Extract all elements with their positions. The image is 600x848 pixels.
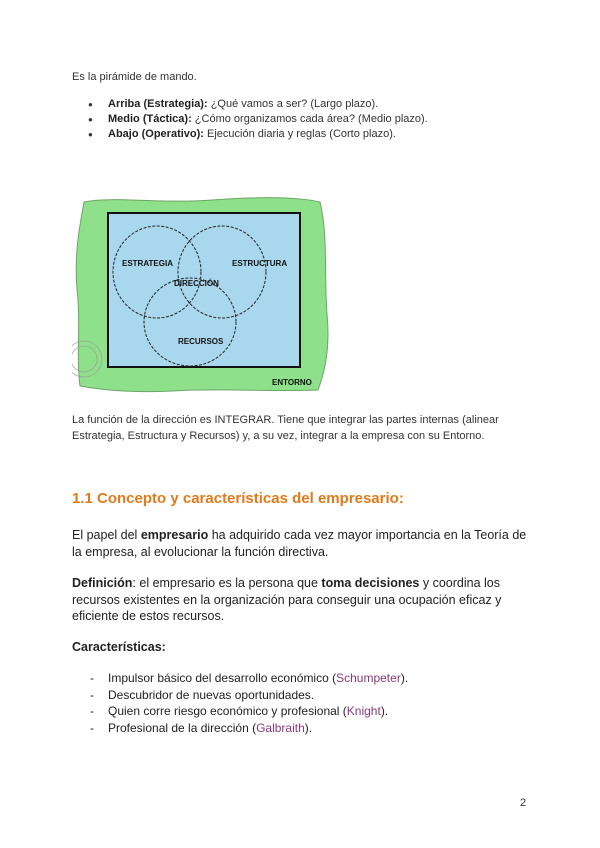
bold-text: toma decisiones <box>321 576 420 590</box>
list-item <box>72 720 532 737</box>
paragraph-empresario <box>72 527 532 560</box>
page-number: 2 <box>520 797 527 809</box>
list-item <box>72 687 532 704</box>
level-label: Medio (Táctica): <box>108 113 192 125</box>
text: ha adquirido cada vez mayor importancia en la Teoría de la empresa, al evolucionar la función directiva. <box>72 528 527 559</box>
management-diagram <box>72 194 332 394</box>
author-name: Schumpeter <box>336 671 401 685</box>
list-item <box>72 112 552 127</box>
paragraph-definicion <box>72 575 532 625</box>
text: El papel del <box>72 528 141 542</box>
recursos-label: RECURSOS <box>178 337 224 346</box>
bold-text: empresario <box>140 528 209 542</box>
direccion-label: DIRECCIÓN <box>174 279 219 288</box>
diagram-caption: La función de la dirección es INTEGRAR. Tiene que integrar las partes internas (alinear Estrategia, Estructura y Recursos) y, a su vez, integrar a la empresa con su Entorno. <box>72 414 499 442</box>
text: Profesional de la dirección ( <box>108 720 257 735</box>
list-item <box>72 670 532 687</box>
section-title: 1.1 Concepto y características del empresario: <box>72 490 404 507</box>
list-item <box>72 703 532 720</box>
level-text: ¿Cómo organizamos cada área? (Medio plazo). <box>191 113 428 125</box>
level-label: Arriba (Estrategia): <box>108 98 208 110</box>
command-pyramid-list <box>72 97 552 142</box>
level-text: Ejecución diaria y reglas (Corto plazo). <box>203 128 396 140</box>
text: Quien corre riesgo económico y profesional ( <box>108 704 347 718</box>
entorno-label: ENTORNO <box>272 378 312 387</box>
text: Descubridor de nuevas oportunidades. <box>108 687 315 702</box>
text: ). <box>400 671 409 685</box>
estructura-label: ESTRUCTURA <box>232 259 288 268</box>
author-name: Galbraith <box>256 720 305 735</box>
list-item <box>72 127 552 142</box>
list-item <box>72 97 552 112</box>
level-label: Abajo (Operativo): <box>108 128 204 140</box>
text: Impulsor básico del desarrollo económico ( <box>108 671 337 685</box>
level-text: ¿Qué vamos a ser? (Largo plazo). <box>207 98 379 110</box>
estrategia-label: ESTRATEGIA <box>122 259 173 268</box>
bold-text: Definición <box>72 576 133 590</box>
author-name: Knight <box>346 704 381 718</box>
characteristics-list <box>72 670 532 736</box>
text: y coordina los recursos existentes en la organización para conseguir una ocupación eficaz y eficiente de estos recursos. <box>72 576 502 623</box>
characteristics-heading: Características: <box>72 640 166 654</box>
text: : el empresario es la persona que <box>132 576 322 590</box>
text: ). <box>304 720 313 735</box>
intro-text: Es la pirámide de mando. <box>72 71 197 83</box>
text: ). <box>380 704 389 718</box>
